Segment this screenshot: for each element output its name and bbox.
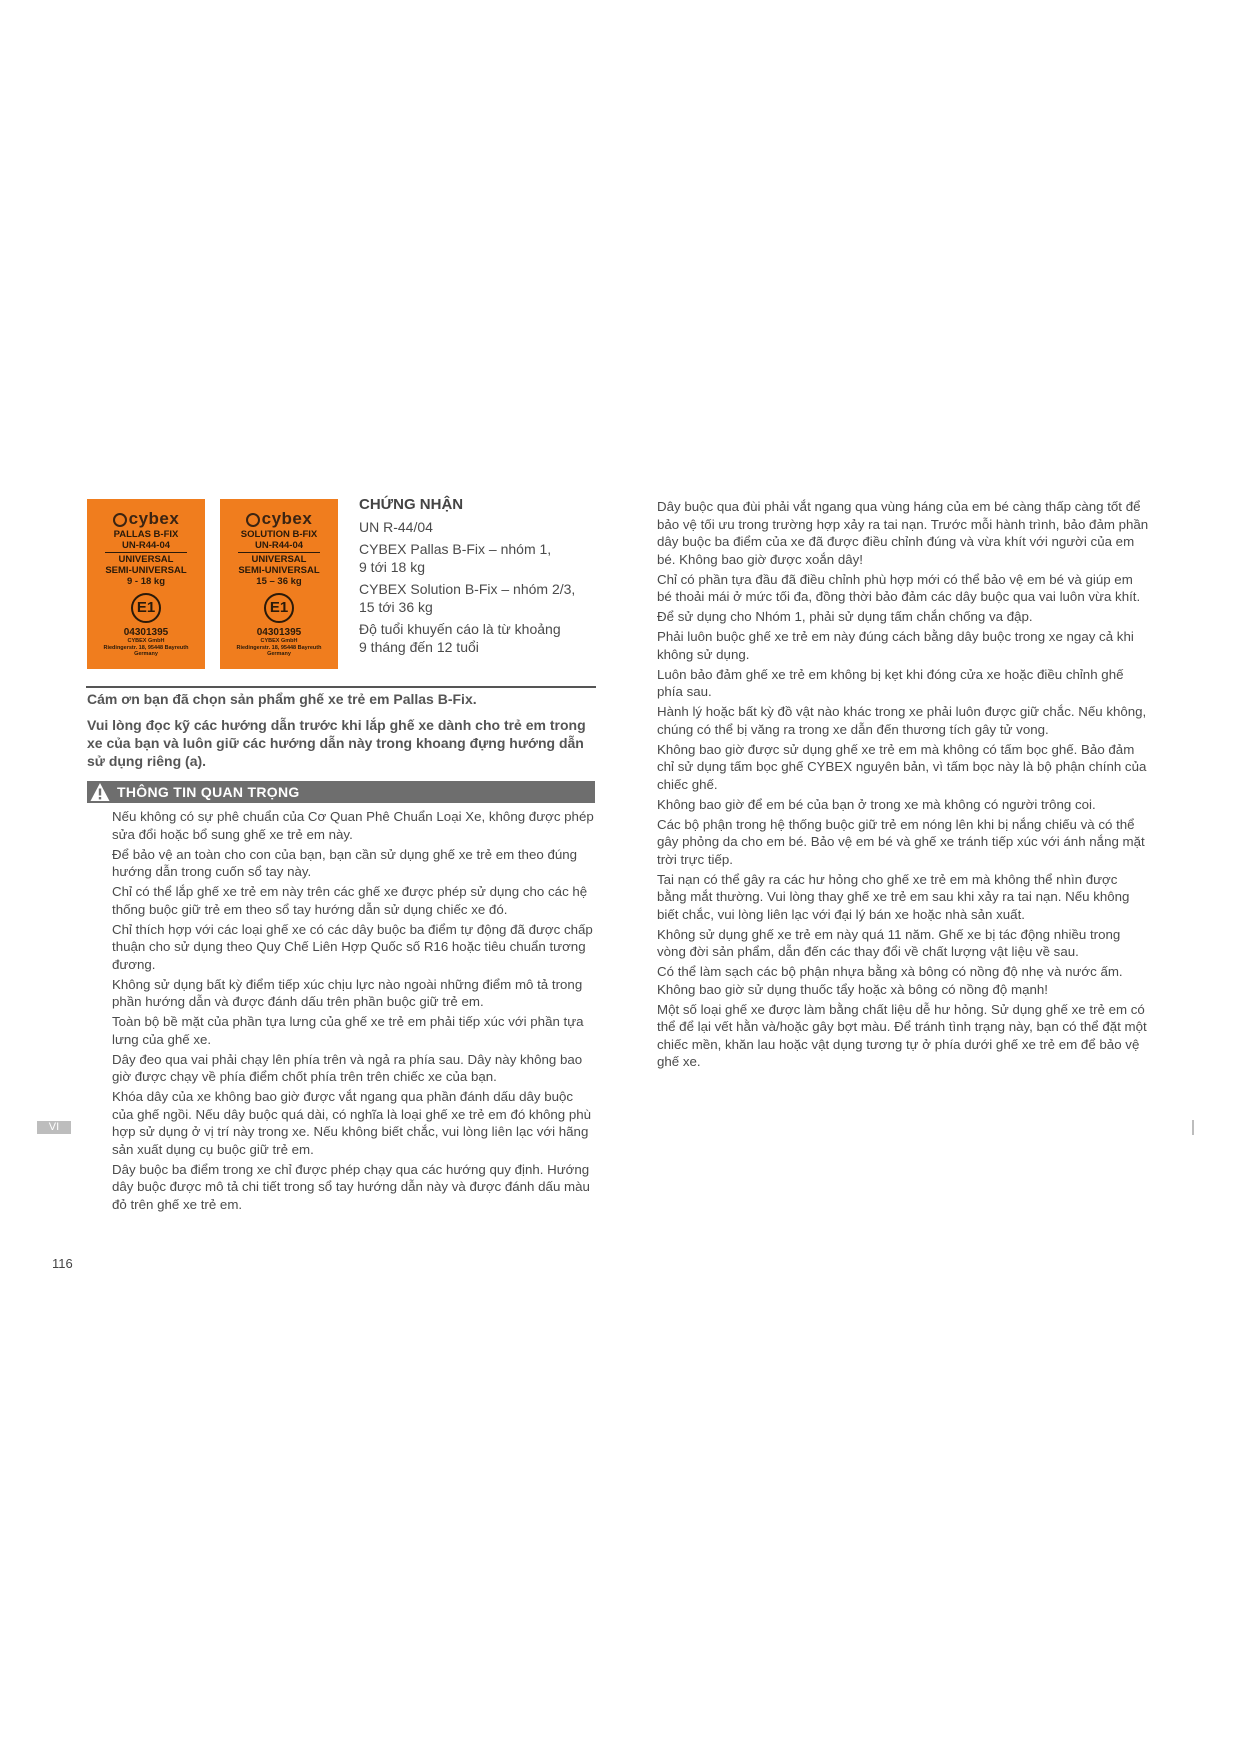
warning-triangle-icon [90, 782, 110, 802]
label-universal: UNIVERSAL [118, 554, 174, 565]
important-info-banner [87, 781, 595, 803]
paragraph: Hành lý hoặc bất kỳ đồ vật nào khác trong xe phải luôn được giữ chắc. Nếu không, chúng có thể bị văng ra trong xe dẫn đến thương tích gây tử vong. [657, 704, 1147, 737]
cert-solution-group: CYBEX Solution B-Fix – nhóm 2/3, [359, 581, 576, 597]
important-info-title: THÔNG TIN QUAN TRỌNG [117, 784, 300, 800]
label-weight: 15 – 36 kg [256, 576, 302, 587]
paragraph: Không bao giờ để em bé của bạn ở trong xe mà không có người trông coi. [657, 796, 1096, 812]
margin-marker [1192, 1120, 1194, 1135]
label-address: Germany [134, 651, 158, 657]
label-address: Germany [267, 651, 291, 657]
certification-title: CHỨNG NHẬN [359, 496, 464, 513]
read-instructions-text: Vui lòng đọc kỹ các hướng dẫn trước khi lắp ghế xe dành cho trẻ em trong xe của bạn và luôn giữ các hướng dẫn này trong khoang đựng hướng dẫn sử dụng riêng (a). [87, 717, 586, 769]
paragraph: Không bao giờ được sử dụng ghế xe trẻ em mà không có tấm bọc ghế. Bảo đảm chỉ sử dụng tấm bọc ghế CYBEX nguyên bản, vì tấm bọc này là bộ phận chính của chiếc ghế. [657, 741, 1147, 792]
paragraph: Để bảo vệ an toàn cho con của bạn, bạn cần sử dụng ghế xe trẻ em theo đúng hướng dẫn trong cuốn sổ tay này. [112, 846, 578, 879]
paragraph: Tai nạn có thể gây ra các hư hỏng cho ghế xe trẻ em mà không thể nhìn được bằng mắt thường. Vui lòng thay ghế xe trẻ em sau khi xảy ra tai nạn. Nếu không biết chắc, vui lòng liên lạc với đại lý bán xe hoặc nhà sản xuất. [657, 871, 1130, 922]
solution-approval-label [220, 499, 338, 669]
paragraph: Chỉ có thể lắp ghế xe trẻ em này trên các ghế xe được phép sử dụng cho các hệ thống buộc giữ trẻ em theo sổ tay hướng dẫn sử dụng chiếc xe đó. [112, 884, 588, 917]
certification-details [359, 518, 575, 656]
label-number: 04301395 [256, 627, 302, 638]
cert-pallas-weight: 9 tới 18 kg [359, 559, 425, 575]
paragraph: Chỉ thích hợp với các loại ghế xe có các dây buộc ba điểm tự động đã được chấp thuận cho sử dụng theo Quy Chế Liên Hợp Quốc số R16 hoặc tiêu chuẩn tương đương. [112, 921, 593, 972]
language-tab: VI [37, 1121, 71, 1134]
paragraph: Phải luôn buộc ghế xe trẻ em này đúng cách bằng dây buộc trong xe ngay cả khi không sử dụng. [657, 629, 1134, 662]
divider [86, 686, 596, 688]
label-number: 04301395 [123, 627, 169, 638]
page-number: 116 [52, 1256, 73, 1271]
paragraph: Dây buộc ba điểm trong xe chỉ được phép chạy qua các hướng quy định. Hướng dây buộc được mô tả chi tiết trong sổ tay hướng dẫn này và được đánh dấu màu đỏ trên ghế xe trẻ em. [112, 1161, 590, 1212]
paragraph: Có thể làm sạch các bộ phận nhựa bằng xà bông có nồng độ nhẹ và nước ấm. Không bao giờ sử dụng thuốc tẩy hoặc xà bông có nồng độ mạnh! [657, 964, 1123, 997]
label-product: SOLUTION B-FIX [240, 529, 318, 540]
label-brand: cybex [128, 509, 180, 528]
label-address: Riedingerstr. 18, 95448 Bayreuth [103, 644, 189, 651]
label-brand: cybex [261, 509, 313, 528]
label-address: CYBEX GmbH [127, 638, 165, 644]
paragraph: Luôn bảo đảm ghế xe trẻ em không bị kẹt khi đóng cửa xe hoặc điều chỉnh ghế phía sau. [657, 666, 1124, 699]
cert-solution-weight: 15 tới 36 kg [359, 599, 433, 615]
label-address: CYBEX GmbH [260, 638, 298, 644]
paragraph: Toàn bộ bề mặt của phần tựa lưng của ghế xe trẻ em phải tiếp xúc với phần tựa lưng của ghế xe. [112, 1014, 584, 1047]
paragraph: Dây đeo qua vai phải chạy lên phía trên và ngả ra phía sau. Dây này không bao giờ được chạy về phía điểm chốt phía trên trên chiếc xe của bạn. [112, 1051, 583, 1084]
cybex-logo-icon [113, 513, 127, 527]
paragraph: Một số loại ghế xe được làm bằng chất liệu dễ hư hỏng. Sử dụng ghế xe trẻ em có thể để lại vết hằn và/hoặc gây bợt màu. Để tránh tình trạng này, bạn có thể đặt một chiếc mền, khăn lau hoặc vật dụng tương tự ở phía dưới ghế xe trẻ em để bảo vệ ghế xe. [657, 1001, 1147, 1069]
label-standard: UN-R44-04 [121, 540, 171, 551]
label-semi-universal: SEMI-UNIVERSAL [105, 565, 187, 576]
paragraph: Không sử dụng ghế xe trẻ em này quá 11 năm. Ghế xe bị tác động nhiều trong vòng đời sản phẩm, dẫn đến các thay đổi về chất lượng vật liệu về sau. [657, 926, 1121, 959]
cybex-logo-icon [246, 513, 260, 527]
right-column [657, 498, 1149, 1073]
paragraph: Nếu không có sự phê chuẩn của Cơ Quan Phê Chuẩn Loại Xe, không được phép sửa đổi hoặc bổ sung ghế xe trẻ em này. [112, 809, 594, 842]
paragraph: Không sử dụng bất kỳ điểm tiếp xúc chịu lực nào ngoài những điểm mô tả trong phần hướng dẫn và được đánh dấu trên phần buộc giữ trẻ em. [112, 976, 583, 1009]
paragraph: Chỉ có phần tựa đầu đã điều chỉnh phù hợp mới có thể bảo vệ em bé và giúp em bé thoải mái ở mức tối đa, đồng thời bảo đảm các dây buộc qua vai luôn vừa khít. [657, 571, 1141, 604]
label-product: PALLAS B-FIX [113, 529, 179, 540]
cybex-logo [220, 509, 338, 529]
thanks-text: Cám ơn bạn đã chọn sản phẩm ghế xe trẻ em Pallas B-Fix. [87, 691, 477, 707]
paragraph: Để sử dụng cho Nhóm 1, phải sử dụng tấm chắn chống va đập. [657, 609, 1033, 624]
cert-age: Độ tuổi khuyến cáo là từ khoảng [359, 621, 561, 637]
cybex-logo [87, 509, 205, 529]
e1-mark-icon: E1 [264, 593, 294, 623]
cert-pallas-group: CYBEX Pallas B-Fix – nhóm 1, [359, 541, 552, 557]
label-weight: 9 - 18 kg [126, 576, 166, 587]
label-standard: UN-R44-04 [254, 540, 304, 551]
cert-age-range: 9 tháng đến 12 tuổi [359, 639, 479, 655]
paragraph: Các bộ phận trong hệ thống buộc giữ trẻ em nóng lên khi bị nắng chiếu và có thể gây phỏng da cho em bé. Bảo vệ em bé và ghế xe tránh tiếp xúc với ánh nắng mặt trời trực tiếp. [657, 816, 1145, 867]
paragraph: Khóa dây của xe không bao giờ được vắt ngang qua phần đánh dấu dây buộc của ghế ngồi. Nếu dây buộc quá dài, có nghĩa là loại ghế xe trẻ em đó không phù hợp sử dụng ở vị trí này trong xe. Nếu không biết chắc, vui lòng liên lạc với hãng sản xuất dụng cụ buộc giữ trẻ em. [112, 1089, 592, 1157]
pallas-approval-label [87, 499, 205, 669]
paragraph: Dây buộc qua đùi phải vắt ngang qua vùng háng của em bé càng thấp càng tốt để bảo vệ tối ưu trong trường hợp xảy ra tai nạn. Trước mỗi hành trình, bảo đảm phần dây buộc ba điểm của xe đã được điều chỉnh đúng và vừa khít với người của em bé. Không bao giờ được xoắn dây! [657, 499, 1149, 567]
cert-standard: UN R-44/04 [359, 519, 433, 535]
label-semi-universal: SEMI-UNIVERSAL [238, 565, 320, 576]
e1-mark-icon: E1 [131, 593, 161, 623]
left-column [112, 808, 596, 1216]
label-universal: UNIVERSAL [251, 554, 307, 565]
label-address: Riedingerstr. 18, 95448 Bayreuth [236, 644, 322, 651]
